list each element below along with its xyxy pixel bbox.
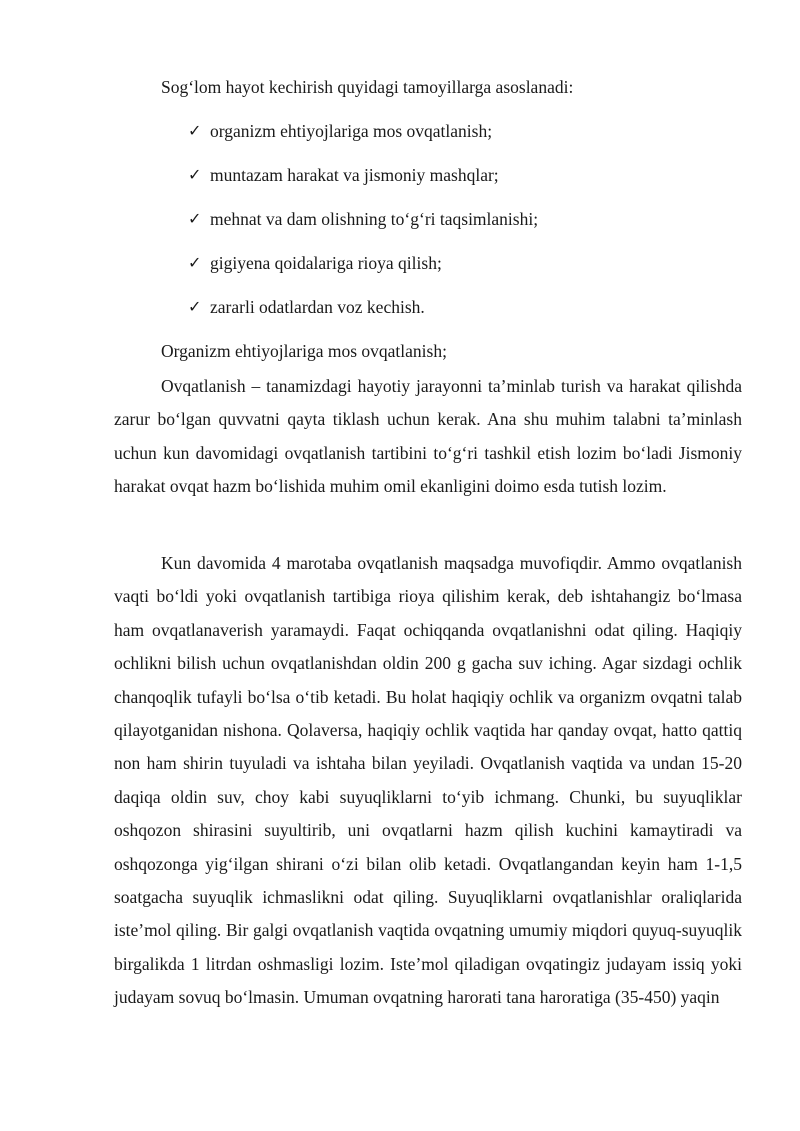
list-item	[188, 118, 538, 162]
checkmark-icon: ✓	[188, 253, 202, 272]
list-item	[188, 294, 538, 338]
checkmark-icon: ✓	[188, 209, 202, 228]
checkmark-icon: ✓	[188, 165, 202, 184]
list-item-text: gigiyena qoidalariga rioya qilish;	[210, 253, 442, 273]
section-heading: Organizm ehtiyojlariga mos ovqatlanish;	[161, 341, 447, 361]
paragraph: Ovqatlanish – tanamizdagi hayotiy jarayonni ta’minlab turish va harakat qilishda zarur bo‘lgan quvvatni qayta tiklash uchun kerak. Ana shu muhim talabni ta’minlash uchun kun davomidagi ovqatlanish tartibini to‘g‘ri tashkil etish lozim bo‘ladi Jismoniy harakat ovqat hazm bo‘lishida muhim omil ekanligini doimo esda tutish lozim.	[114, 376, 742, 497]
checkmark-icon: ✓	[188, 121, 202, 140]
list-item	[188, 250, 538, 294]
list-item-text: mehnat va dam olishning to‘g‘ri taqsimlanishi;	[210, 209, 539, 229]
list-item-text: zararli odatlardan voz kechish.	[210, 297, 425, 317]
principles-list	[188, 118, 538, 338]
list-item-text: muntazam harakat va jismoniy mashqlar;	[210, 165, 499, 185]
checkmark-icon: ✓	[188, 297, 202, 316]
list-item-text: organizm ehtiyojlariga mos ovqatlanish;	[210, 121, 493, 141]
intro-line: Sog‘lom hayot kechirish quyidagi tamoyillarga asoslanadi:	[161, 77, 574, 97]
list-item	[188, 206, 538, 250]
paragraph: Kun davomida 4 marotaba ovqatlanish maqsadga muvofiqdir. Ammo ovqatlanish vaqti bo‘ldi yoki ovqatlanish tartibiga rioya qilishim kerak, deb ishtahangiz bo‘lmasa ham ovqatlanaverish yaramaydi. Faqat ochiqqanda ovqatlanishni odat qiling. Haqiqiy ochlikni bilish uchun ovqatlanishdan oldin 200 g gacha suv iching. Agar sizdagi ochlik chanqoqlik tufayli bo‘lsa o‘tib ketadi. Bu holat haqiqiy ochlik va organizm ovqatni talab qilayotganidan nishona. Qolaversa, haqiqiy ochlik vaqtida har qanday ovqat, hatto qattiq non ham shirin tuyuladi va ishtaha bilan yeyiladi. Ovqatlanish vaqtida va undan 15-20 daqiqa oldin suv, choy kabi suyuqliklarni to‘yib ichmang. Chunki, bu suyuqliklar oshqozon shirasini suyultirib, uni ovqatlarni hazm qilish kuchini kamaytiradi va oshqozonga yig‘ilgan shirani o‘zi bilan olib ketadi. Ovqatlangandan keyin ham 1-1,5 soatgacha suyuqlik ichmaslikni odat qiling. Suyuqliklarni ovqatlanishlar oraliqlarida iste’mol qiling. Bir galgi ovqatlanish vaqtida ovqatning umumiy miqdori quyuq-suyuqlik birgalikda 1 litrdan oshmasligi lozim. Iste’mol qiladigan ovqatingiz judayam issiq yoki judayam sovuq bo‘lmasin. Umuman ovqatning harorati tana haroratiga (35-450) yaqin	[114, 553, 742, 1008]
list-item	[188, 162, 538, 206]
